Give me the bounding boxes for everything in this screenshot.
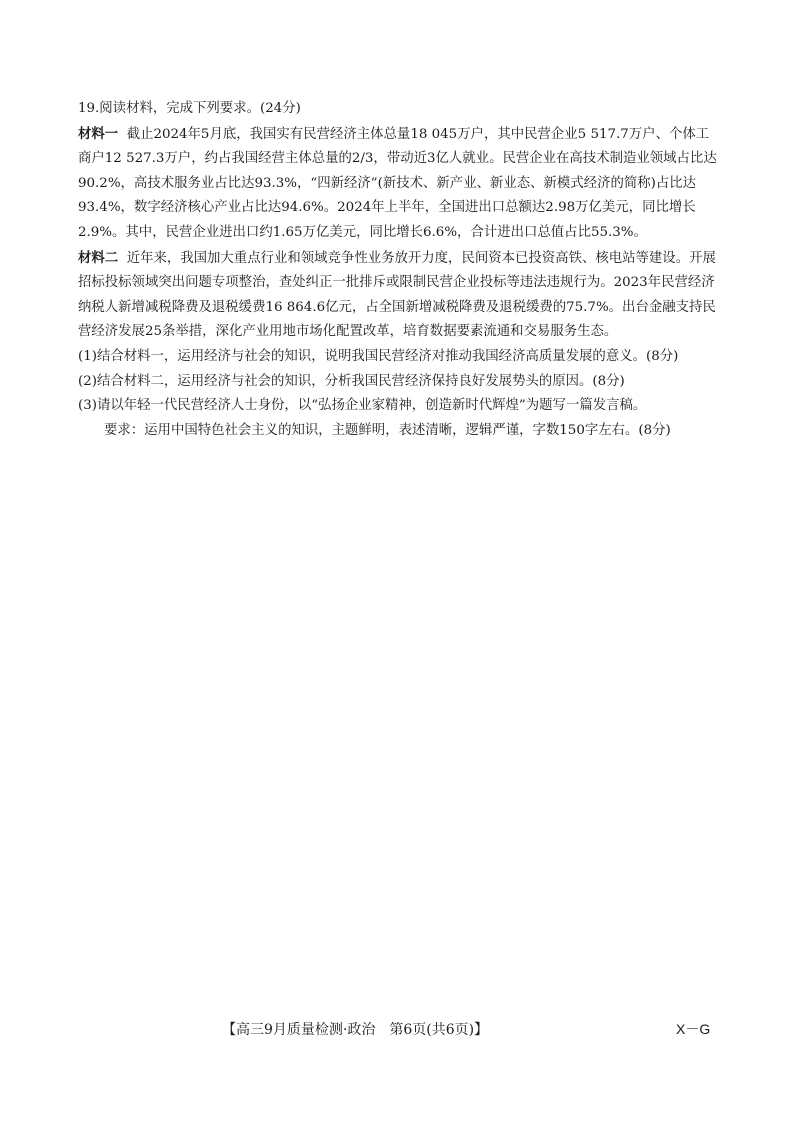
footer-exam-info: 【高三9月质量检测·政治 第6页(共6页)】 — [222, 1022, 489, 1038]
material-2-text: 近年来，我国加大重点行业和领域竞争性业务放开力度，民间资本已投资高铁、核电站等建设。开展招标投标领域突出问题专项整治，查处纠正一批排斥或限制民营企业投标等违法违规行为。2023年民营经济纳税人新增减税降费及退税缓费16 864.6亿元，占全国新增减税降费及退税缓费的75.7%。出台金融支持民营经济发展25条举措，深化产业用地市场化配置改革，培育数据要素流通和交易服务生态。 — [78, 250, 716, 340]
sub-question-1: (1)结合材料一，运用经济与社会的知识，说明我国民营经济对推动我国经济高质量发展的意义。(8分) — [78, 348, 679, 364]
material-1 — [78, 122, 718, 246]
material-1-text: 截止2024年5月底，我国实有民营经济主体总量18 045万户，其中民营企业5 517.7万户、个体工商户12 527.3万户，约占我国经营主体总量的2/3，带动近3亿人就业。民营企业在高技术制造业领域占比达90.2%，高技术服务业占比达93.3%，“四新经济”(新技术、新产业、新业态、新模式经济的简称)占比达93.4%，数字经济核心产业占比达94.6%。2024年上半年，全国进出口总额达2.98万亿美元，同比增长2.9%。其中，民营企业进出口约1.65万亿美元，同比增长6.6%，合计进出口总值占比55.3%。 — [78, 126, 717, 240]
question-19 — [78, 97, 718, 443]
material-1-label: 材料一 — [78, 125, 119, 142]
material-2-label: 材料二 — [78, 249, 119, 266]
question-title: 19.阅读材料，完成下列要求。(24分) — [78, 101, 301, 116]
page-footer — [0, 1019, 800, 1043]
material-2 — [78, 246, 718, 345]
footer-code: X－G — [676, 1021, 711, 1037]
requirement: 要求：运用中国特色社会主义的知识，主题鲜明，表述清晰，逻辑严谨，字数150字左右。(8分) — [104, 422, 671, 438]
sub-question-2: (2)结合材料二，运用经济与社会的知识，分析我国民营经济保持良好发展势头的原因。(8分) — [78, 373, 625, 389]
sub-question-3: (3)请以年轻一代民营经济人士身份，以“弘扬企业家精神，创造新时代辉煌”为题写一篇发言稿。 — [78, 398, 647, 414]
